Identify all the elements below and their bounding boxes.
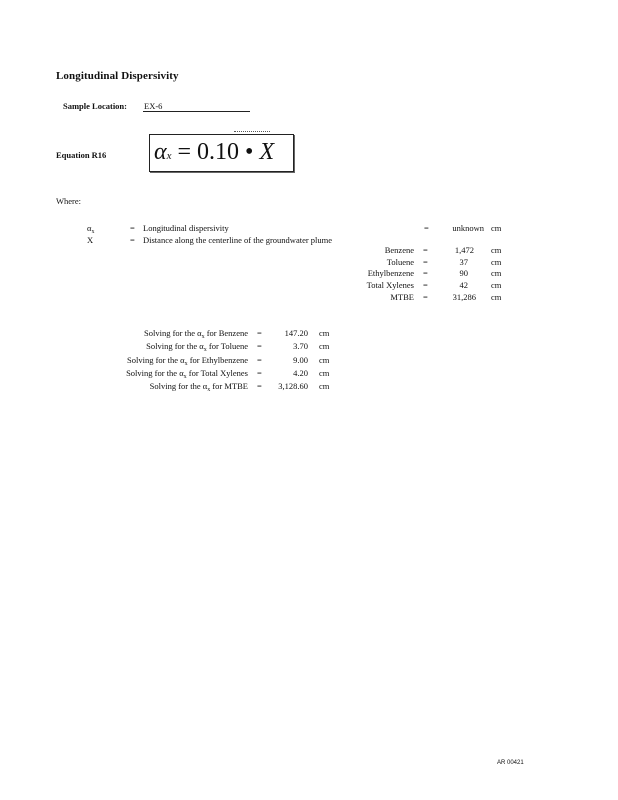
solution-label: Solving for the $\alpha_x$ for MTBE — [149, 381, 248, 393]
distance-equals: = — [423, 268, 428, 278]
distance-unit: cm — [491, 280, 502, 290]
equation-equals: = — [177, 139, 192, 165]
solution-value: 9.00 — [293, 355, 308, 365]
solution-equals: = — [257, 355, 262, 365]
distance-compound: Ethylbenzene — [367, 268, 414, 278]
distance-compound: Benzene — [384, 245, 414, 255]
solution-unit: cm — [319, 341, 330, 351]
solution-equals: = — [257, 341, 262, 351]
equation-alpha: α — [154, 139, 167, 165]
distance-equals: = — [423, 292, 428, 302]
equation-variable: X — [259, 139, 275, 165]
distance-compound: MTBE — [390, 292, 414, 302]
solution-equals: = — [257, 368, 262, 378]
solution-unit: cm — [319, 355, 330, 365]
definition-value-equals: = — [424, 223, 429, 233]
distance-value: 90 — [459, 268, 468, 278]
page-title: Longitudinal Dispersivity — [56, 70, 179, 82]
solution-equals: = — [257, 328, 262, 338]
definition-description: Distance along the centerline of the groundwater plume — [143, 235, 333, 245]
distance-unit: cm — [491, 257, 502, 267]
definition-equals: = — [130, 235, 135, 245]
definition-symbol: X — [87, 235, 94, 245]
solution-unit: cm — [319, 328, 330, 338]
definition-unit: cm — [491, 223, 502, 233]
solution-value: 4.20 — [293, 368, 308, 378]
definition-description: Longitudinal dispersivity — [143, 223, 229, 233]
sample-location-label: Sample Location: — [63, 101, 127, 111]
distance-unit: cm — [491, 268, 502, 278]
distance-compound: Toluene — [386, 257, 414, 267]
solution-unit: cm — [319, 381, 330, 391]
distance-equals: = — [423, 245, 428, 255]
solution-equals: = — [257, 381, 262, 391]
definition-symbol: $\alpha_x$ — [87, 223, 95, 235]
bates-number: AR 00421 — [497, 760, 524, 766]
where-label: Where: — [56, 196, 82, 206]
distance-compound: Total Xylenes — [366, 280, 414, 290]
distance-equals: = — [423, 257, 428, 267]
solution-label: Solving for the $\alpha_x$ for Total Xylenes — [126, 368, 248, 380]
solution-value: 147.20 — [284, 328, 308, 338]
solution-label: Solving for the $\alpha_x$ for Benzene — [144, 328, 248, 340]
definition-value: unknown — [452, 223, 484, 233]
equation-divider — [234, 131, 270, 132]
distance-value: 31,286 — [452, 292, 476, 302]
equation-label: Equation R16 — [56, 150, 107, 160]
equation-coefficient: 0.10 — [197, 139, 240, 165]
sample-location-value: EX-6 — [143, 101, 250, 112]
solution-label: Solving for the $\alpha_x$ for Toluene — [146, 341, 248, 353]
equation-subscript: x — [166, 150, 172, 162]
solution-label: Solving for the $\alpha_x$ for Ethylbenzene — [127, 355, 248, 367]
distance-value: 37 — [459, 257, 468, 267]
solution-value: 3,128.60 — [278, 381, 308, 391]
solution-value: 3.70 — [293, 341, 308, 351]
distance-unit: cm — [491, 245, 502, 255]
distance-value: 42 — [459, 280, 468, 290]
solution-unit: cm — [319, 368, 330, 378]
definition-equals: = — [130, 223, 135, 233]
distance-equals: = — [423, 280, 428, 290]
distance-unit: cm — [491, 292, 502, 302]
distance-value: 1,472 — [454, 245, 474, 255]
equation-formula — [154, 137, 274, 171]
equation-operator: • — [245, 139, 254, 165]
